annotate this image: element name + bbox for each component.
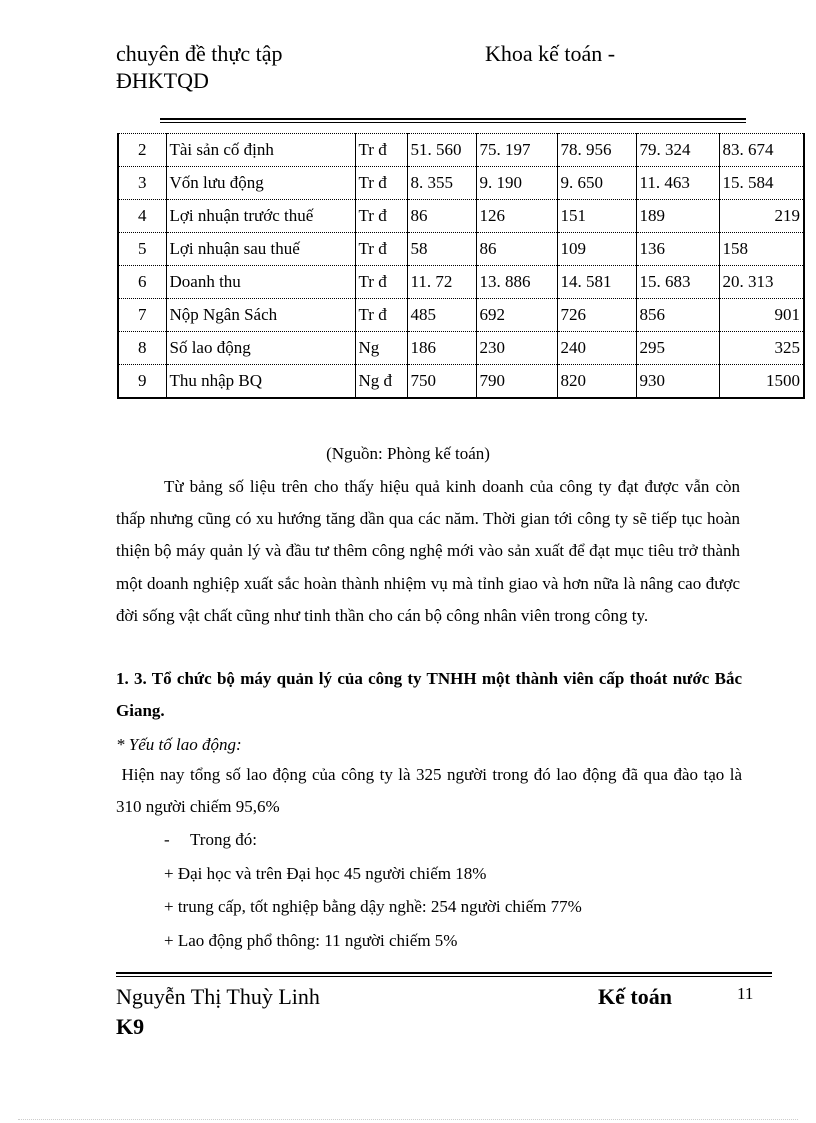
row-value: 15. 584 <box>719 167 804 200</box>
row-value: 240 <box>557 332 636 365</box>
row-value: 14. 581 <box>557 266 636 299</box>
row-value: 20. 313 <box>719 266 804 299</box>
paragraph-efficiency <box>116 471 740 632</box>
table-row <box>118 134 804 167</box>
table-row <box>118 233 804 266</box>
row-number: 9 <box>118 365 166 399</box>
row-value: 295 <box>636 332 719 365</box>
row-unit: Tr đ <box>355 134 407 167</box>
row-number: 2 <box>118 134 166 167</box>
row-indicator: Doanh thu <box>166 266 355 299</box>
row-value: 1500 <box>766 371 800 390</box>
table-row <box>118 299 804 332</box>
table-row <box>118 200 804 233</box>
table-row <box>118 332 804 365</box>
row-value: 219 <box>719 200 804 233</box>
page-bottom-border <box>18 1119 798 1120</box>
row-value: 83. 674 <box>719 134 804 167</box>
row-value: 325 <box>719 332 804 365</box>
row-value: 820 <box>557 365 636 399</box>
list-dash: - <box>164 830 170 849</box>
row-number: 8 <box>118 332 166 365</box>
table-row <box>118 365 804 399</box>
row-indicator: Vốn lưu động <box>166 167 355 200</box>
section-heading: 1. 3. Tổ chức bộ máy quản lý của công ty TNHH một thành viên cấp thoát nước Bắc Giang. <box>116 669 742 720</box>
statistics-table <box>117 133 805 399</box>
row-value: 13. 886 <box>476 266 557 299</box>
row-value: 86 <box>476 233 557 266</box>
row-indicator: Nộp Ngân Sách <box>166 299 355 332</box>
row-value: 11. 72 <box>407 266 476 299</box>
row-value: 901 <box>719 299 804 332</box>
row-unit: Ng <box>355 332 407 365</box>
footer-class: K9 <box>116 1014 145 1039</box>
paragraph-labor-text: Hiện nay tổng số lao động của công ty là 325 người trong đó lao động đã qua đào tạo là 310 người chiếm 95,6% <box>116 765 742 816</box>
row-unit: Tr đ <box>355 299 407 332</box>
row-value: 9. 650 <box>557 167 636 200</box>
row-value: 726 <box>557 299 636 332</box>
row-value: 750 <box>407 365 476 399</box>
list-intro-text: Trong đó: <box>190 830 257 849</box>
paragraph-labor <box>116 759 742 823</box>
row-value: 930 <box>636 365 719 399</box>
row-value: 75. 197 <box>476 134 557 167</box>
labor-factor-label: * Yếu tố lao động: <box>116 735 242 754</box>
row-value: 78. 956 <box>557 134 636 167</box>
row-value: 856 <box>636 299 719 332</box>
page-number: 11 <box>737 984 754 1003</box>
row-indicator: Lợi nhuận trước thuế <box>166 200 355 233</box>
row-indicator: Thu nhập BQ <box>166 365 355 399</box>
footer-rule <box>116 972 772 974</box>
row-number: 4 <box>118 200 166 233</box>
row-indicator: Tài sản cố định <box>166 134 355 167</box>
table-source: (Nguồn: Phòng kế toán) <box>326 444 490 463</box>
row-value: 109 <box>557 233 636 266</box>
row-value: 189 <box>636 200 719 233</box>
row-unit: Tr đ <box>355 167 407 200</box>
row-value: 136 <box>636 233 719 266</box>
row-value: 15. 683 <box>636 266 719 299</box>
header-university: ĐHKTQD <box>116 68 209 93</box>
row-value: 230 <box>476 332 557 365</box>
row-value: 692 <box>476 299 557 332</box>
row-number: 3 <box>118 167 166 200</box>
list-intro <box>164 823 582 857</box>
row-number: 7 <box>118 299 166 332</box>
row-value: 158 <box>719 233 804 266</box>
row-value: 8. 355 <box>407 167 476 200</box>
row-number: 5 <box>118 233 166 266</box>
footer-author: Nguyễn Thị Thuỳ Linh <box>116 984 320 1009</box>
row-value: 58 <box>407 233 476 266</box>
row-unit: Tr đ <box>355 200 407 233</box>
list-item: + trung cấp, tốt nghiệp bằng dậy nghề: 254 người chiếm 77% <box>164 897 582 916</box>
header-title: chuyên đề thực tập <box>116 41 283 66</box>
row-unit: Tr đ <box>355 266 407 299</box>
row-value: 186 <box>407 332 476 365</box>
table-row <box>118 266 804 299</box>
list-item: + Đại học và trên Đại học 45 người chiếm 18% <box>164 863 487 883</box>
row-value: 151 <box>557 200 636 233</box>
row-value: 9. 190 <box>476 167 557 200</box>
row-value: 126 <box>476 200 557 233</box>
header-department: Khoa kế toán - <box>485 41 616 66</box>
row-value: 790 <box>476 365 557 399</box>
paragraph-efficiency-text: Từ bảng số liệu trên cho thấy hiệu quả kinh doanh của công ty đạt được vẫn còn thấp nhưng cũng có xu hướng tăng dần qua các năm. Thời gian tới công ty sẽ tiếp tục hoàn thiện bộ máy quản lý và đầu tư thêm công nghệ mới vào sản xuất để đạt mục tiêu trở thành một doanh nghiệp xuất sắc hoàn thành nhiệm vụ mà tỉnh giao và hơn nữa là nâng cao được đời sống vật chất cũng như tinh thần cho cán bộ công nhân viên trong công ty. <box>116 477 740 625</box>
row-indicator: Số lao động <box>166 332 355 365</box>
header-left <box>116 40 282 94</box>
row-number: 6 <box>118 266 166 299</box>
row-unit: Tr đ <box>355 233 407 266</box>
row-indicator: Lợi nhuận sau thuế <box>166 233 355 266</box>
row-value: 11. 463 <box>636 167 719 200</box>
header-rule-thin <box>160 122 746 123</box>
list-item: + Lao động phổ thông: 11 người chiếm 5% <box>164 930 458 950</box>
row-value: 86 <box>407 200 476 233</box>
row-value: 51. 560 <box>407 134 476 167</box>
statistics-table-body <box>118 134 804 399</box>
row-unit: Ng đ <box>355 365 407 399</box>
footer-rule-thin <box>116 976 772 977</box>
table-row <box>118 167 804 200</box>
header-rule <box>160 118 746 120</box>
row-value: 485 <box>407 299 476 332</box>
row-value: 79. 324 <box>636 134 719 167</box>
footer-department: Kế toán <box>598 984 672 1009</box>
labor-breakdown-list <box>164 823 582 957</box>
